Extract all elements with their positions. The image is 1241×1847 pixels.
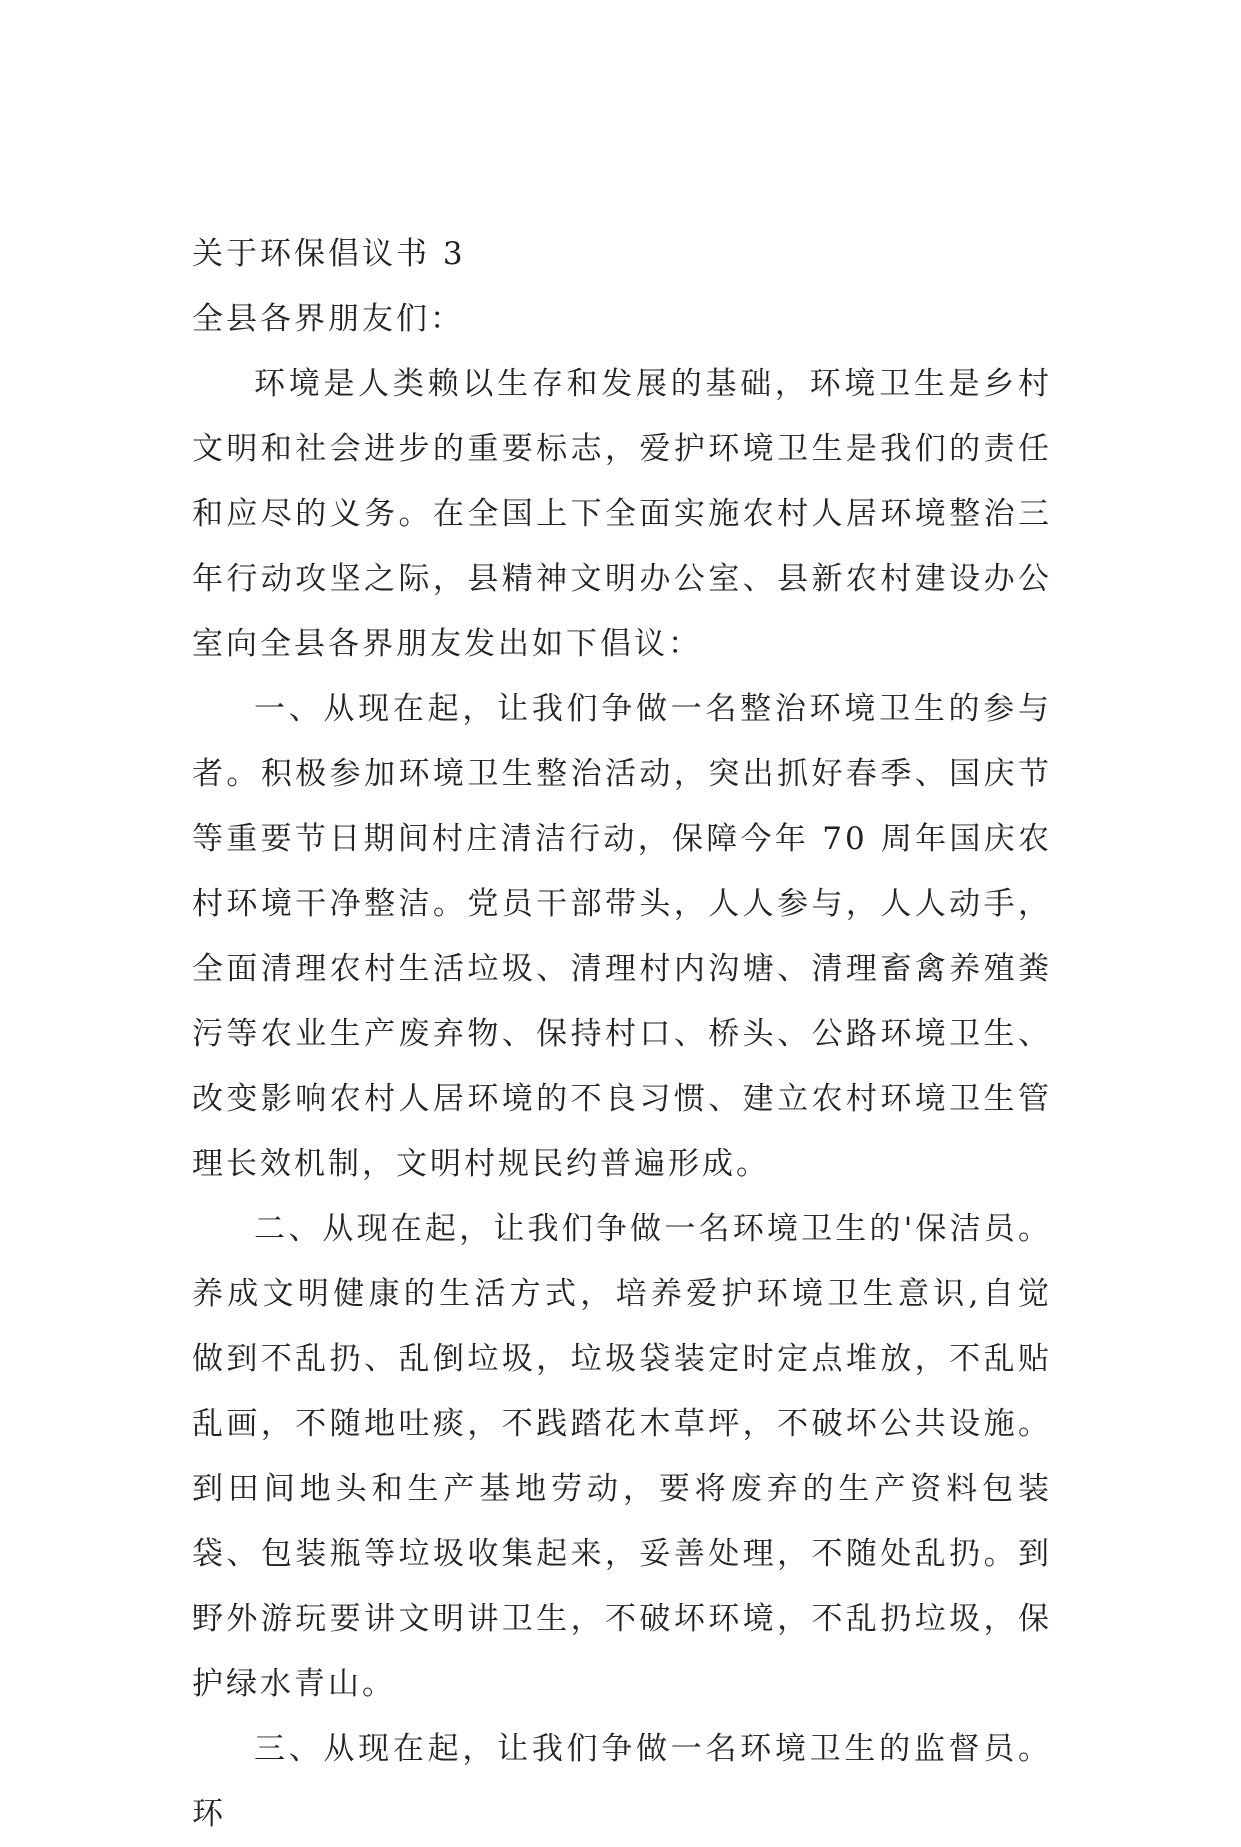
salutation: 全县各界朋友们：: [192, 301, 464, 337]
document-title: 关于环保倡议书 3: [192, 236, 466, 272]
paragraph-proposal-1: 一、从现在起，让我们争做一名整治环境卫生的参与者。积极参加环境卫生整治活动，突出抓好春季、国庆节等重要节日期间村庄清洁行动，保障今年 70 周年国庆农村环境干净整洁。党员干部带头，人人参与，人人动手，全面清理农村生活垃圾、清理村内沟塘、清理畜禽养殖粪污等农业生产废弃物、保持村口、桥头、公路环境卫生、改变影响农村人居环境的不良习惯、建立农村环境卫生管理长效机制，文明村规民约普遍形成。: [192, 691, 1052, 1182]
paragraph-proposal-2: 二、从现在起，让我们争做一名环境卫生的'保洁员。养成文明健康的生活方式，培养爱护环境卫生意识,自觉做到不乱扔、乱倒垃圾，垃圾袋装定时定点堆放，不乱贴乱画，不随地吐痰，不践踏花木草坪，不破坏公共设施。到田间地头和生产基地劳动，要将废弃的生产资料包装袋、包装瓶等垃圾收集起来，妥善处理，不随处乱扔。到野外游玩要讲文明讲卫生，不破坏环境，不乱扔垃圾，保护绿水青山。: [192, 1211, 1052, 1702]
paragraph-proposal-3: 三、从现在起，让我们争做一名环境卫生的监督员。环: [192, 1731, 1052, 1832]
paragraph-intro: 环境是人类赖以生存和发展的基础，环境卫生是乡村文明和社会进步的重要标志，爱护环境卫生是我们的责任和应尽的义务。在全国上下全面实施农村人居环境整治三年行动攻坚之际，县精神文明办公室、县新农村建设办公室向全县各界朋友发出如下倡议：: [192, 366, 1052, 662]
document-body: [192, 222, 1052, 1847]
